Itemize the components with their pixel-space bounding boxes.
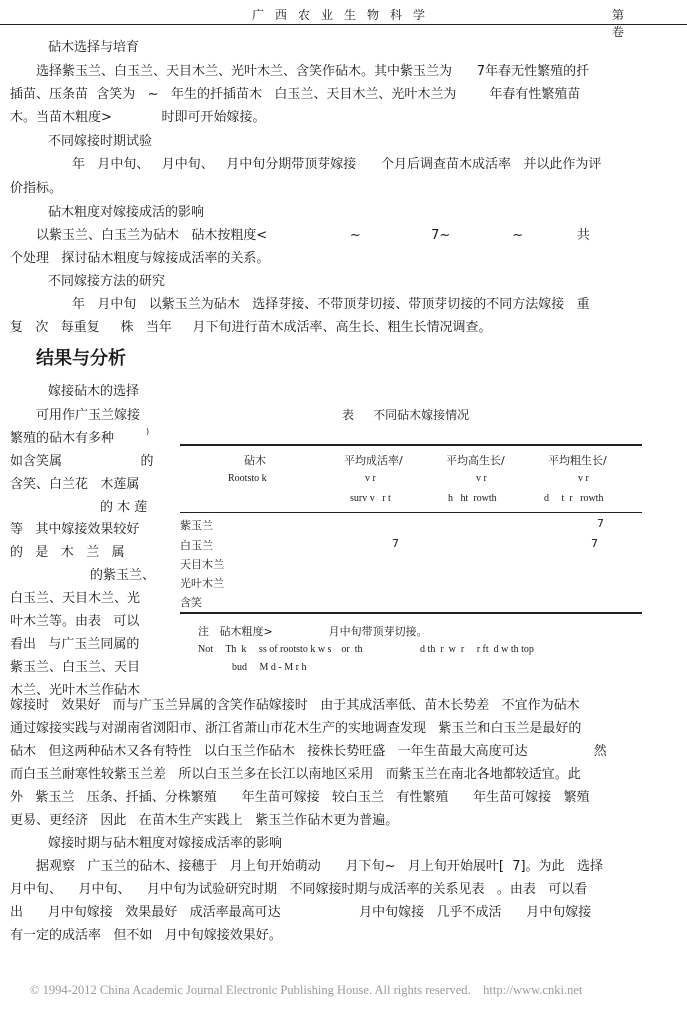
paragraph-line: 价指标。 [10,181,63,196]
section-heading: 结果与分析 [36,348,126,369]
table-rule-bottom [180,612,642,614]
table-rule-mid [180,512,642,513]
citation-mark: ) [146,427,150,436]
column-line: 叶木兰等。由表 可以 [10,614,140,629]
table-cell-diameter: 7 [597,517,604,530]
column-line: 的 是 木 兰 属 [10,545,125,560]
table-header-en: d t r rowth [544,493,604,504]
paragraph-line: 复 次 每重复 株 当年 月下旬进行苗木成活率、高生长、粗生长情况调查。 [10,320,492,335]
table-header-en: Rootsto k [228,473,267,484]
column-line: 的 木 莲 [100,500,148,515]
column-line: 可用作广玉兰嫁接 [36,408,141,423]
paragraph-line: 月中旬、 月中旬、 月中旬为试验研究时期 不同嫁接时期与成活率的关系见表 。由表 可以看 [10,882,588,897]
table-note: 注 砧木粗度> 月中旬带顶芽切接。 [198,625,428,638]
paragraph-line: 外 紫玉兰 压条、扦插、分株繁殖 年生苗可嫁接 较白玉兰 有性繁殖 年生苗可嫁接 繁殖 [10,790,590,805]
table-rule-top [180,444,642,446]
paragraph-line: 出 月中旬嫁接 效果最好 成活率最高可达 月中旬嫁接 几乎不成活 月中旬嫁接 [10,905,592,920]
table-header-survival: 平均成活率/ [344,454,403,467]
subheading-rootstock-choice: 嫁接砧木的选择 [48,384,140,399]
table-header-en: surv v r t [350,493,391,504]
table-cell-survival: 7 [392,537,399,550]
table-header-diameter: 平均粗生长/ [548,454,607,467]
paragraph-line: 插苗、压条苗 含笑为 ~ 年生的扦插苗木 白玉兰、天目木兰、光叶木兰为 年春有性繁殖苗 [10,87,581,102]
column-line: 白玉兰、天目木兰、光 [10,591,141,606]
column-line: 等 其中嫁接效果较好 [10,522,140,537]
subheading-grafting-method: 不同嫁接方法的研究 [48,274,166,289]
paragraph-line: 据观察 广玉兰的砧木、接穗于 月上旬开始萌动 月下旬~ 月上旬开始展叶[ 7]。为此 选择 [36,859,603,874]
journal-name: 广西农业生物科学 [252,8,437,22]
table-cell-diameter: 7 [591,537,598,550]
table-header-en: v r [476,473,487,484]
copyright-footer: © 1994-2012 China Academic Journal Electronic Publishing House. All rights reserved. http://www.cnki.net [30,983,583,997]
table-note-en: Not Th k ss of rootsto k w s or th d th r w r r ft d w th top [198,644,534,655]
running-header [0,0,687,39]
table-header-en: h ht rowth [448,493,497,504]
paragraph-line: 通过嫁接实践与对湖南省浏阳市、浙江省萧山市花木生产的实地调查发现 紫玉兰和白玉兰是最好的 [10,721,582,736]
subheading-grafting-period: 不同嫁接时期试验 [48,134,153,149]
table-header-en: v r [365,473,376,484]
column-line: 紫玉兰、白玉兰、天目 [10,660,141,675]
subheading-grafting-time: 嫁接时期与砧木粗度对嫁接成活率的影响 [48,836,283,851]
table-header-rootstock: 砧木 [244,454,266,467]
paragraph-line: 选择紫玉兰、白玉兰、天目木兰、光叶木兰、含笑作砧木。其中紫玉兰为 7年春无性繁殖的扦 [36,64,590,79]
subheading-rootstock-selection: 砧木选择与培育 [48,40,140,55]
column-line: 看出 与广玉兰同属的 [10,637,140,652]
column-line: 繁殖的砧木有多种 [10,431,115,446]
paragraph-line: 个处理 探讨砧木粗度与嫁接成活率的关系。 [10,251,270,266]
table-note-en: bud M d - M r h [232,662,307,673]
paragraph-line: 而白玉兰耐寒性较紫玉兰差 所以白玉兰多在长江以南地区采用 而紫玉兰在南北各地都较适宜。此 [10,767,581,782]
table-header-height: 平均高生长/ [446,454,505,467]
paragraph-line: 更易、更经济 因此 在苗木生产实践上 紫玉兰作砧木更为普遍。 [10,813,399,828]
table-cell-rootstock: 天目木兰 [180,558,224,571]
column-line: 含笑、白兰花 木莲属 [10,477,140,492]
paragraph-line: 木。当苗木粗度> 时即可开始嫁接。 [10,110,266,125]
table-caption: 表 不同砧木嫁接情况 [342,408,470,422]
table-cell-rootstock: 白玉兰 [180,539,213,552]
paragraph-line: 有一定的成活率 但不如 月中旬嫁接效果好。 [10,928,282,943]
column-line: 的紫玉兰、 [90,568,156,583]
subheading-rootstock-diameter: 砧木粗度对嫁接成活的影响 [48,205,205,220]
column-line: 木兰、光叶木兰作砧木 [10,683,141,698]
paragraph-line: 嫁接时 效果好 而与广玉兰异属的含笑作砧嫁接时 由于其成活率低、苗木长势差 不宜作为砧木 [10,698,580,713]
paragraph-line: 年 月中旬、 月中旬、 月中旬分期带顶芽嫁接 个月后调查苗木成活率 并以此作为评 [72,157,602,172]
paragraph-line: 砧木 但这两种砧木又各有特性 以白玉兰作砧木 接株长势旺盛 一年生苗最大高度可达 然 [10,744,607,759]
column-line: 如含笑属 的 [10,454,154,469]
table-header-en: v r [578,473,589,484]
table-cell-rootstock: 含笑 [180,596,202,609]
table-cell-rootstock: 光叶木兰 [180,577,224,590]
table-cell-rootstock: 紫玉兰 [180,519,213,532]
paragraph-line: 年 月中旬 以紫玉兰为砧木 选择芽接、不带顶芽切接、带顶芽切接的不同方法嫁接 重 [72,297,590,312]
issue-label: 第 卷 [612,8,643,39]
paragraph-line: 以紫玉兰、白玉兰为砧木 砧木按粗度< ~ 7~ ~ 共 [36,228,590,243]
